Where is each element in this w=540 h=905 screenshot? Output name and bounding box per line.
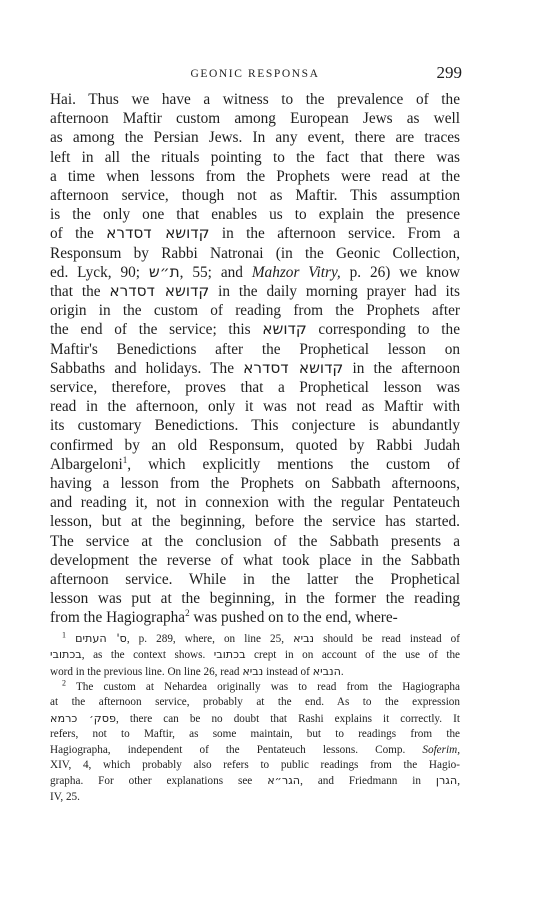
hebrew-term: הגר״א [267, 774, 301, 788]
footnote-line: בכתובי, as the context shows. בכתובי crept in on account of the use of the [50, 648, 461, 662]
running-title: GEONIC RESPONSA [190, 68, 320, 80]
text-line: afternoon Maftir custom among European Jews as well [50, 110, 460, 128]
text-line: ed. Lyck, 90; ת״ש, 55; and Mahzor Vitry, p. 26) we know [50, 262, 460, 281]
hebrew-term: נביא [293, 631, 315, 645]
text-line: as among the Persian Jews. In any event, there are traces [50, 129, 460, 147]
text-line: origin in the custom of reading from the Prophets after [50, 302, 460, 320]
body-text [50, 90, 460, 628]
hebrew-term: הנביא [312, 664, 341, 678]
text-line: development the reverse of what took place in the Sabbath [50, 551, 460, 569]
footnotes [50, 631, 460, 805]
text-line: The service at the conclusion of the Sabbath presents a [50, 532, 460, 550]
footnote [50, 631, 460, 680]
text-line: left in all the rituals pointing to the fact that there was [50, 148, 460, 166]
text-line: is the only one that enables us to explain the presence [50, 206, 460, 224]
hebrew-term: פסק׳ כרמא [50, 711, 116, 725]
footnote-line: grapha. For other explanations see הגר״א, and Friedmann in הגרן, [50, 774, 461, 788]
text-line: of the קדושא דסדרא in the afternoon service. From a [50, 224, 460, 243]
text-line: read in the afternoon, only it was not read as Maftir with [50, 398, 460, 416]
hebrew-term: בכתובי [213, 648, 246, 662]
footnote-line: Hagiographa, independent of the Pentateuch lessons. Comp. Soferim, [50, 743, 460, 756]
footnote-line: word in the previous line. On line 26, read נביא instead of הנביא. [50, 664, 344, 678]
text-line: the end of the service; this קדושא corresponding to the [50, 320, 460, 339]
footnote-line: פסק׳ כרמא, there can be no doubt that Rashi explains it correctly. It [50, 711, 460, 725]
text-line: confirmed by an old Responsum, quoted by Rabbi Judah [50, 436, 460, 454]
hebrew-term: קדושא דסדרא [243, 358, 344, 377]
hebrew-term: קדושא דסדרא [109, 282, 210, 301]
text-line: having a lesson from the Prophets on Sabbath afternoons, [50, 475, 460, 493]
running-header [50, 60, 460, 90]
text-line: Responsum by Rabbi Natronai (in the Geonic Collection, [50, 244, 460, 262]
hebrew-term: קדושא דסדרא [106, 224, 210, 243]
footnote [50, 680, 460, 805]
hebrew-term: ת״ש [148, 262, 180, 281]
footnote-line: refers, not to Maftir, as some maintain, but to readings from the [50, 728, 460, 741]
text-line: that the קדושא דסדרא in the daily morning prayer had its [50, 282, 460, 301]
footnote-line: XIV, 4, which probably also refers to public readings from the Hagio- [50, 758, 460, 771]
text-line: its customary Benedictions. This conjecture is abundantly [50, 417, 460, 435]
text-line: Hai. Thus we have a witness to the prevalence of the [50, 91, 460, 108]
text-line: Albargeloni$^1$, which explicitly mentions the custom of [50, 454, 460, 473]
hebrew-term: נביא [242, 664, 264, 678]
text-line: from the Hagiographa$^2$ was pushed on to the end, where- [50, 608, 398, 627]
text-line: Sabbaths and holidays. The קדושא דסדרא in the afternoon [50, 358, 460, 377]
text-line: service, therefore, proves that a Prophetical lesson was [50, 379, 460, 397]
text-line: lesson, but at the beginning, before the service has started. [50, 513, 460, 531]
hebrew-term: הגרן [435, 774, 458, 788]
hebrew-term: בכתובי [50, 648, 82, 662]
text-line: afternoon service. While in the latter the Prophetical [50, 571, 460, 589]
footnote-line: at the afternoon service, probably at the end. As to the expression [50, 696, 460, 709]
footnote-number: 1 [62, 629, 66, 639]
text-line: lesson was put at the beginning, in the former the reading [50, 590, 460, 608]
text-line: a time when lessons from the Prophets were read at the [50, 167, 460, 185]
footnote-line: IV, 25. [50, 790, 80, 803]
footnote-line: $^2$ The custom at Nehardea originally was to read from the Hagiographa [62, 678, 460, 693]
text-line: afternoon service, though not as Maftir. This assumption [50, 187, 460, 205]
text-line: Maftir's Benedictions after the Prophetical lesson on [50, 340, 460, 358]
text-line: and reading it, not in connexion with the regular Pentateuch [50, 494, 460, 512]
hebrew-term: ס' העתים [75, 631, 127, 645]
footnote-number: 2 [62, 678, 66, 688]
book-page [50, 60, 460, 805]
footnote-line: $^1$ ס' העתים, p. 289, where, on line 25, נביא should be read instead of [62, 629, 460, 645]
hebrew-term: קדושא [262, 320, 307, 339]
page-number: 299 [436, 63, 462, 82]
footnote-reference: 2 [185, 608, 190, 619]
footnote-reference: 1 [122, 454, 128, 465]
